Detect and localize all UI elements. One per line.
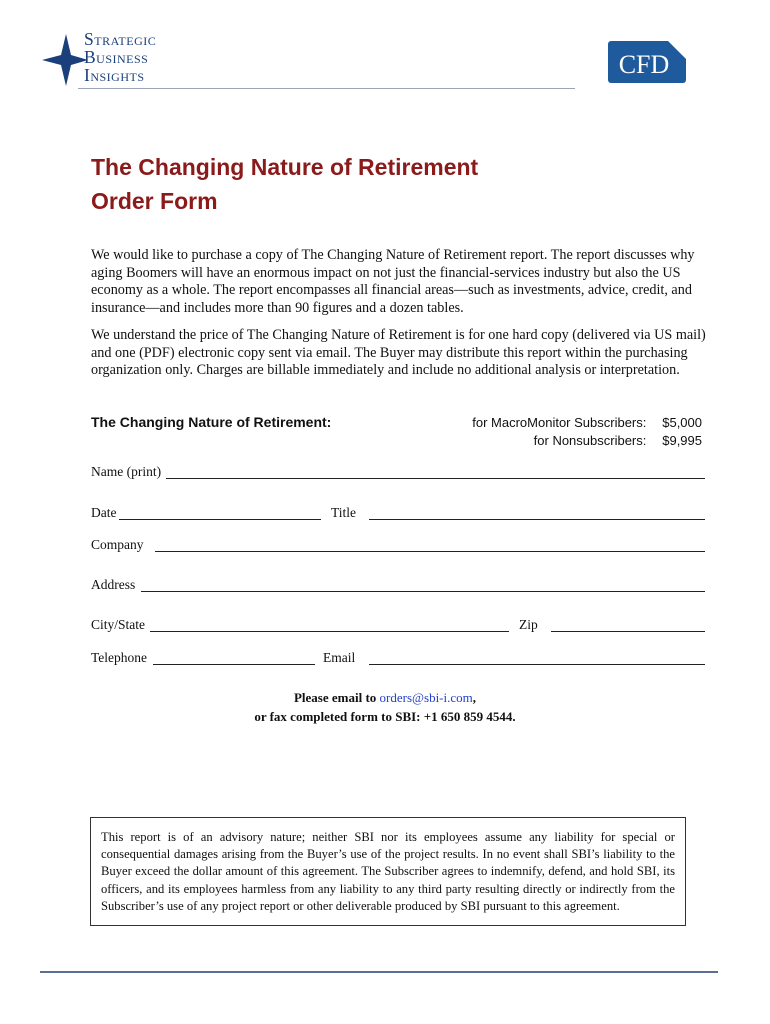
svg-text:CFD: CFD [618, 50, 670, 79]
compass-star-icon [40, 34, 88, 86]
company-field [91, 537, 705, 553]
email-input-line[interactable] [369, 664, 705, 665]
disclaimer-box: This report is of an advisory nature; neither SBI nor its employees assume any liability for special or consequential damages arising from the Buyer’s use of the project results. In no event shall SBI’s liability to the Buyer exceed the dollar amount of this agreement. The Subscriber agrees to indemnify, defend, and hold SBI, its officers, and its employees harmless from any liability to any third party resulting directly or indirectly from the Subscriber’s use of any project report or other deliverable produced by SBI pursuant to this agreement. [90, 817, 686, 926]
title-line-2: Order Form [91, 188, 218, 214]
telephone-input-line[interactable] [153, 664, 315, 665]
title-label: Title [331, 505, 357, 520]
date-input-line[interactable] [119, 519, 321, 520]
name-label: Name (print) [91, 464, 162, 479]
submit-suffix: , [472, 690, 476, 705]
city-state-field [91, 617, 509, 633]
telephone-field [91, 650, 315, 666]
email-label: Email [323, 650, 356, 665]
zip-input-line[interactable] [551, 631, 705, 632]
submit-fax-line: or fax completed form to SBI: +1 650 859 4544. [254, 709, 516, 724]
title-field [331, 505, 705, 521]
email-field [323, 650, 705, 666]
price-label: for Nonsubscribers: [533, 433, 647, 448]
date-label: Date [91, 505, 117, 520]
city-state-label: City/State [91, 617, 145, 632]
title-line-1: The Changing Nature of Retirement [91, 154, 479, 180]
sbi-logo-text [84, 30, 156, 84]
footer-divider [40, 971, 718, 973]
sbi-logo-line: Business [84, 47, 149, 67]
address-label: Address [91, 577, 136, 592]
header-divider [78, 88, 575, 89]
pricing-title: The Changing Nature of Retirement: [91, 414, 332, 430]
name-input-line[interactable] [166, 478, 705, 479]
city-state-input-line[interactable] [150, 631, 509, 632]
pricing-terms-paragraph: We understand the price of The Changing Nature of Retirement is for one hard copy (delivered via US mail) and one (PDF) electronic copy sent via email. The Buyer may distribute this report within the purchasing organization only. Charges are billable immediately and include no additional analysis or interpretation. [91, 327, 706, 378]
price-amount: $5,000 [662, 415, 702, 430]
date-field [91, 505, 321, 521]
submit-prefix: Please email to [293, 690, 380, 705]
page-title [91, 150, 478, 218]
sbi-logo [40, 30, 200, 92]
zip-field [519, 617, 705, 633]
description-paragraph: We would like to purchase a copy of The Changing Nature of Retirement report. The report discusses why aging Boomers will have an enormous impact on not just the financial-services industry but also the US economy as a whole. The report encompasses all financial areas—such as investments, advice, credit, and insurance—and includes more than 90 figures and a dozen tables. [91, 247, 695, 316]
price-row-nonsubscribers [534, 433, 702, 448]
telephone-label: Telephone [91, 650, 148, 665]
name-field [91, 464, 705, 480]
price-label: for MacroMonitor Subscribers: [472, 415, 647, 430]
sbi-logo-line: Insights [84, 65, 145, 85]
sbi-logo-line: Strategic [84, 29, 157, 49]
price-amount: $9,995 [662, 433, 702, 448]
orders-email-link[interactable]: orders@sbi-i.com [379, 690, 473, 705]
address-input-line[interactable] [141, 591, 705, 592]
submit-email-line [0, 690, 770, 706]
company-label: Company [91, 537, 144, 552]
price-row-subscribers [472, 415, 702, 430]
address-field [91, 577, 705, 593]
title-input-line[interactable] [369, 519, 705, 520]
company-input-line[interactable] [155, 551, 705, 552]
cfd-logo [608, 41, 686, 83]
zip-label: Zip [519, 617, 538, 632]
